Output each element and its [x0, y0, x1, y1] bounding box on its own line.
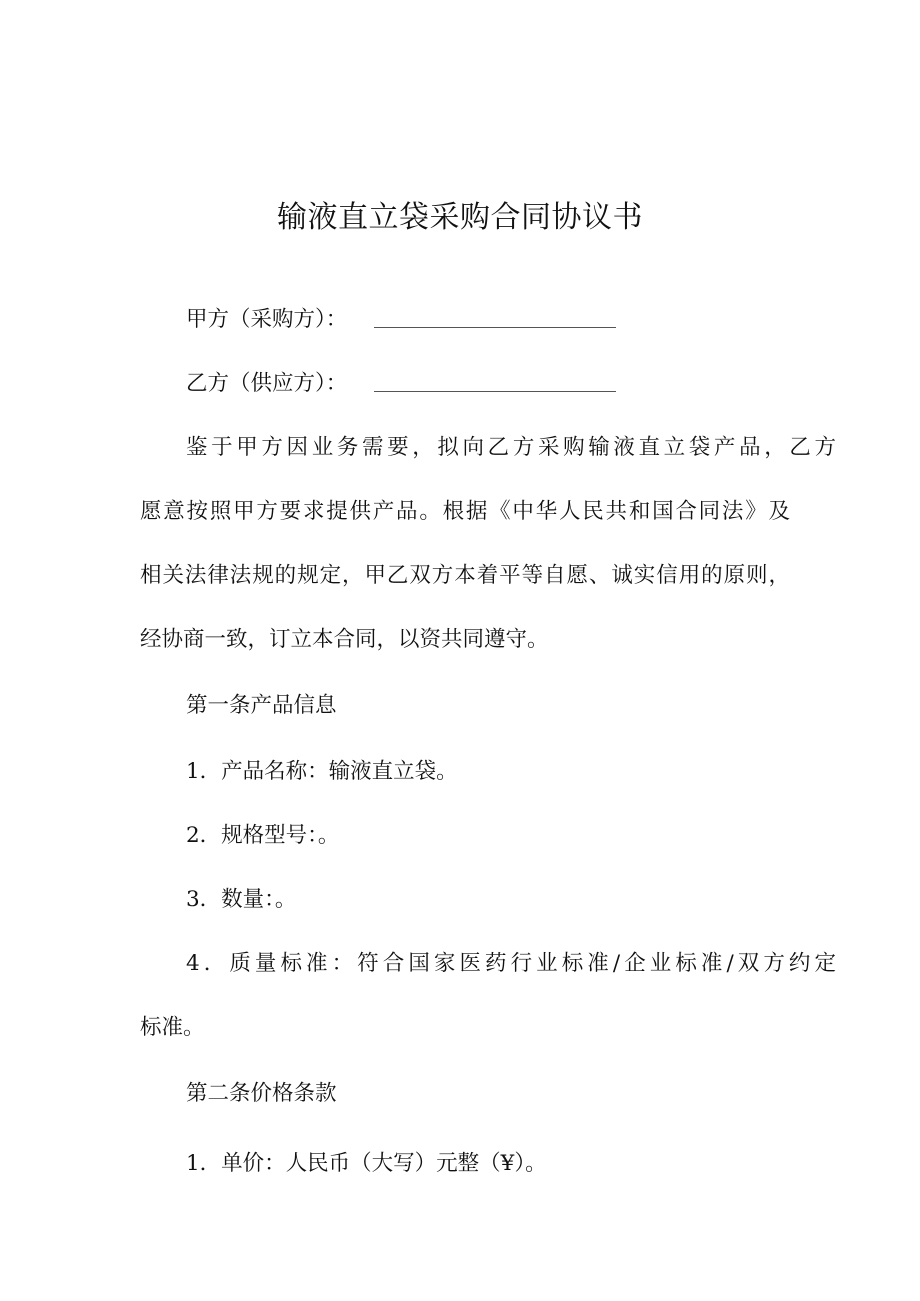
- article-1-item-4-continued: 标准。: [140, 1015, 205, 1040]
- article-1-item-2: 2．规格型号：。: [186, 823, 340, 848]
- preamble-line-3: 相关法律法规的规定，甲乙双方本着平等自愿、诚实信用的原则，: [140, 563, 790, 588]
- article-1-item-3: 3．数量：。: [186, 887, 297, 912]
- article-1-heading: 第一条产品信息: [186, 693, 337, 718]
- article-2-heading: 第二条价格条款: [186, 1081, 337, 1106]
- party-a-blank-line[interactable]: [374, 327, 616, 328]
- party-b-blank-line[interactable]: [374, 391, 616, 392]
- article-1-item-4: 4．质量标准：符合国家医药行业标准/企业标准/双方约定: [186, 951, 836, 976]
- article-2-item-1: 1．单价：人民币（大写）元整（¥）。: [186, 1151, 547, 1176]
- party-a-label: 甲方（采购方）：: [186, 307, 348, 332]
- party-b-label: 乙方（供应方）：: [186, 371, 348, 396]
- preamble-line-4: 经协商一致，订立本合同，以资共同遵守。: [140, 627, 549, 652]
- article-1-item-1: 1．产品名称：输液直立袋。: [186, 759, 458, 784]
- document-title: 输液直立袋采购合同协议书: [277, 200, 643, 235]
- preamble-line-2: 愿意按照甲方要求提供产品。根据《中华人民共和国合同法》及: [140, 499, 790, 524]
- preamble-line-1: 鉴于甲方因业务需要，拟向乙方采购输液直立袋产品，乙方: [186, 435, 836, 460]
